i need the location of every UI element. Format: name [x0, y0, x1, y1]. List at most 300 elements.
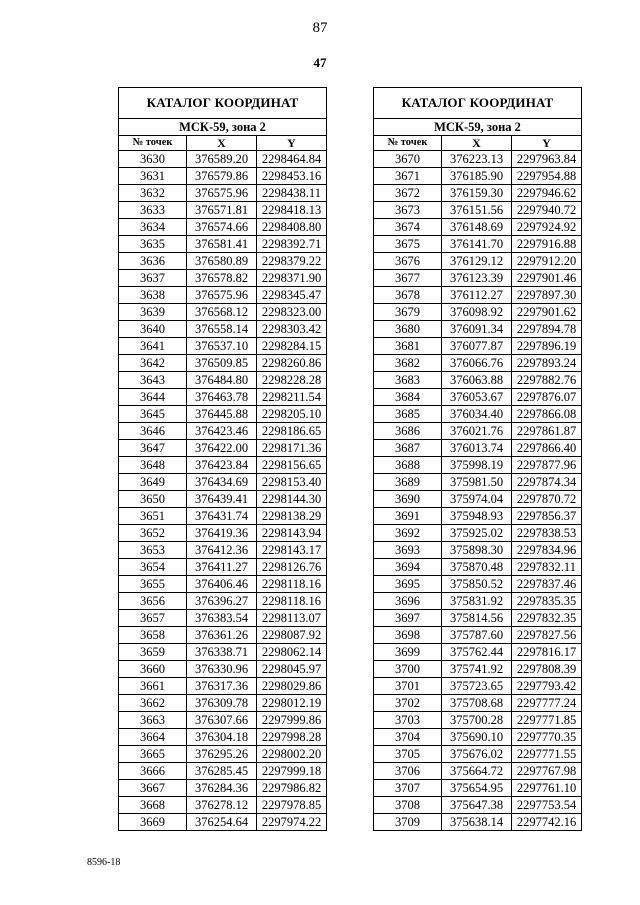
catalog-subtitle: МСК-59, зона 2 [374, 119, 582, 136]
point-number-cell: 3651 [119, 508, 187, 525]
table-row [374, 627, 582, 644]
y-coordinate-cell: 2298379.22 [257, 253, 327, 270]
table-row [119, 695, 327, 712]
y-coordinate-cell: 2297753.54 [512, 797, 582, 814]
x-coordinate-cell: 375974.04 [442, 491, 512, 508]
x-coordinate-cell: 376574.66 [187, 219, 257, 236]
x-coordinate-cell: 375814.56 [442, 610, 512, 627]
y-coordinate-cell: 2298153.40 [257, 474, 327, 491]
y-coordinate-cell: 2298464.84 [257, 151, 327, 168]
x-coordinate-cell: 376317.36 [187, 678, 257, 695]
x-coordinate-cell: 376431.74 [187, 508, 257, 525]
point-number-cell: 3636 [119, 253, 187, 270]
y-coordinate-cell: 2297894.78 [512, 321, 582, 338]
y-coordinate-cell: 2298371.90 [257, 270, 327, 287]
x-coordinate-cell: 376412.36 [187, 542, 257, 559]
x-coordinate-cell: 375676.02 [442, 746, 512, 763]
x-coordinate-cell: 375700.28 [442, 712, 512, 729]
x-coordinate-cell: 376254.64 [187, 814, 257, 831]
x-coordinate-cell: 375690.10 [442, 729, 512, 746]
table-row [374, 508, 582, 525]
x-coordinate-cell: 376013.74 [442, 440, 512, 457]
x-coordinate-cell: 375762.44 [442, 644, 512, 661]
y-coordinate-cell: 2297771.85 [512, 712, 582, 729]
y-coordinate-cell: 2298438.11 [257, 185, 327, 202]
x-coordinate-cell: 376185.90 [442, 168, 512, 185]
point-number-cell: 3663 [119, 712, 187, 729]
y-coordinate-cell: 2297912.20 [512, 253, 582, 270]
x-coordinate-cell: 376141.70 [442, 236, 512, 253]
x-coordinate-cell: 375723.65 [442, 678, 512, 695]
x-coordinate-cell: 376411.27 [187, 559, 257, 576]
table-row [374, 389, 582, 406]
x-coordinate-cell: 375708.68 [442, 695, 512, 712]
point-number-cell: 3662 [119, 695, 187, 712]
y-coordinate-cell: 2297954.88 [512, 168, 582, 185]
x-coordinate-cell: 376034.40 [442, 406, 512, 423]
y-coordinate-cell: 2297882.76 [512, 372, 582, 389]
point-number-cell: 3645 [119, 406, 187, 423]
y-coordinate-cell: 2297866.08 [512, 406, 582, 423]
y-coordinate-cell: 2298138.29 [257, 508, 327, 525]
table-row [374, 185, 582, 202]
point-number-cell: 3658 [119, 627, 187, 644]
y-coordinate-cell: 2298143.94 [257, 525, 327, 542]
x-coordinate-cell: 375870.48 [442, 559, 512, 576]
x-coordinate-cell: 375664.72 [442, 763, 512, 780]
point-number-cell: 3704 [374, 729, 442, 746]
table-row [374, 372, 582, 389]
point-number-cell: 3665 [119, 746, 187, 763]
x-coordinate-cell: 376338.71 [187, 644, 257, 661]
y-coordinate-cell: 2297834.96 [512, 542, 582, 559]
y-coordinate-cell: 2298062.14 [257, 644, 327, 661]
x-coordinate-cell: 375998.19 [442, 457, 512, 474]
y-coordinate-cell: 2298392.71 [257, 236, 327, 253]
y-coordinate-cell: 2298118.16 [257, 593, 327, 610]
table-row [374, 746, 582, 763]
x-coordinate-cell: 376419.36 [187, 525, 257, 542]
x-coordinate-cell: 375647.38 [442, 797, 512, 814]
x-coordinate-cell: 376077.87 [442, 338, 512, 355]
table-row [119, 661, 327, 678]
y-coordinate-cell: 2298029.86 [257, 678, 327, 695]
table-row [374, 576, 582, 593]
table-row [119, 151, 327, 168]
y-coordinate-cell: 2298303.42 [257, 321, 327, 338]
table-row [119, 593, 327, 610]
x-coordinate-cell: 376406.46 [187, 576, 257, 593]
document-code: 8596-18 [87, 857, 121, 868]
x-coordinate-cell: 376445.88 [187, 406, 257, 423]
x-coordinate-cell: 376537.10 [187, 338, 257, 355]
table-row [374, 525, 582, 542]
table-row [119, 542, 327, 559]
point-number-cell: 3698 [374, 627, 442, 644]
x-coordinate-cell: 376581.41 [187, 236, 257, 253]
point-number-cell: 3677 [374, 270, 442, 287]
point-number-cell: 3703 [374, 712, 442, 729]
point-number-cell: 3643 [119, 372, 187, 389]
table-row [119, 253, 327, 270]
table-row [119, 576, 327, 593]
point-number-cell: 3700 [374, 661, 442, 678]
x-coordinate-cell: 376463.78 [187, 389, 257, 406]
y-coordinate-cell: 2298118.16 [257, 576, 327, 593]
table-row [374, 219, 582, 236]
table-row [374, 814, 582, 831]
table-row [119, 525, 327, 542]
y-coordinate-cell: 2298323.00 [257, 304, 327, 321]
point-number-cell: 3701 [374, 678, 442, 695]
point-number-cell: 3675 [374, 236, 442, 253]
point-number-cell: 3634 [119, 219, 187, 236]
x-coordinate-cell: 376575.96 [187, 185, 257, 202]
point-number-cell: 3654 [119, 559, 187, 576]
table-row [374, 168, 582, 185]
point-number-cell: 3696 [374, 593, 442, 610]
y-coordinate-cell: 2298143.17 [257, 542, 327, 559]
table-row [374, 542, 582, 559]
x-coordinate-cell: 376330.96 [187, 661, 257, 678]
x-coordinate-cell: 376304.18 [187, 729, 257, 746]
x-coordinate-cell: 375638.14 [442, 814, 512, 831]
table-row [119, 287, 327, 304]
point-number-cell: 3706 [374, 763, 442, 780]
y-coordinate-cell: 2297999.86 [257, 712, 327, 729]
point-number-cell: 3659 [119, 644, 187, 661]
y-coordinate-cell: 2297940.72 [512, 202, 582, 219]
y-coordinate-cell: 2297974.22 [257, 814, 327, 831]
point-number-cell: 3653 [119, 542, 187, 559]
y-coordinate-cell: 2297877.96 [512, 457, 582, 474]
table-row [119, 338, 327, 355]
x-coordinate-cell: 375741.92 [442, 661, 512, 678]
point-number-cell: 3682 [374, 355, 442, 372]
table-row [374, 406, 582, 423]
x-coordinate-cell: 376383.54 [187, 610, 257, 627]
y-coordinate-cell: 2297893.24 [512, 355, 582, 372]
table-row [374, 253, 582, 270]
sheet-number: 47 [313, 55, 327, 70]
y-coordinate-cell: 2298186.65 [257, 423, 327, 440]
point-number-cell: 3644 [119, 389, 187, 406]
y-coordinate-cell: 2297999.18 [257, 763, 327, 780]
table-row [119, 780, 327, 797]
table-row [119, 797, 327, 814]
y-coordinate-cell: 2297861.87 [512, 423, 582, 440]
x-coordinate-cell: 375898.30 [442, 542, 512, 559]
y-coordinate-cell: 2297761.10 [512, 780, 582, 797]
table-row [119, 185, 327, 202]
col-header-point-number: № точек [119, 136, 187, 151]
y-coordinate-cell: 2298045.97 [257, 661, 327, 678]
point-number-cell: 3670 [374, 151, 442, 168]
point-number-cell: 3657 [119, 610, 187, 627]
y-coordinate-cell: 2297896.19 [512, 338, 582, 355]
x-coordinate-cell: 376558.14 [187, 321, 257, 338]
point-number-cell: 3673 [374, 202, 442, 219]
point-number-cell: 3690 [374, 491, 442, 508]
table-row [119, 559, 327, 576]
point-number-cell: 3683 [374, 372, 442, 389]
table-row [374, 678, 582, 695]
y-coordinate-cell: 2297856.37 [512, 508, 582, 525]
x-coordinate-cell: 376578.82 [187, 270, 257, 287]
y-coordinate-cell: 2297998.28 [257, 729, 327, 746]
point-number-cell: 3691 [374, 508, 442, 525]
point-number-cell: 3632 [119, 185, 187, 202]
point-number-cell: 3638 [119, 287, 187, 304]
table-row [119, 270, 327, 287]
table-row [119, 746, 327, 763]
point-number-cell: 3687 [374, 440, 442, 457]
x-coordinate-cell: 376278.12 [187, 797, 257, 814]
point-number-cell: 3667 [119, 780, 187, 797]
table-row [119, 610, 327, 627]
table-row [374, 423, 582, 440]
point-number-cell: 3672 [374, 185, 442, 202]
catalog-title: КАТАЛОГ КООРДИНАТ [119, 88, 327, 119]
point-number-cell: 3694 [374, 559, 442, 576]
x-coordinate-cell: 376422.00 [187, 440, 257, 457]
point-number-cell: 3707 [374, 780, 442, 797]
table-row [119, 814, 327, 831]
table-row [374, 355, 582, 372]
table-row [119, 644, 327, 661]
table-row [119, 627, 327, 644]
y-coordinate-cell: 2298144.30 [257, 491, 327, 508]
point-number-cell: 3671 [374, 168, 442, 185]
table-row [374, 338, 582, 355]
x-coordinate-cell: 376361.26 [187, 627, 257, 644]
y-coordinate-cell: 2297876.07 [512, 389, 582, 406]
x-coordinate-cell: 375654.95 [442, 780, 512, 797]
y-coordinate-cell: 2297771.55 [512, 746, 582, 763]
x-coordinate-cell: 376307.66 [187, 712, 257, 729]
y-coordinate-cell: 2297924.92 [512, 219, 582, 236]
point-number-cell: 3649 [119, 474, 187, 491]
table-row [374, 321, 582, 338]
point-number-cell: 3666 [119, 763, 187, 780]
y-coordinate-cell: 2298228.28 [257, 372, 327, 389]
coordinate-catalog-left [118, 87, 327, 831]
x-coordinate-cell: 376396.27 [187, 593, 257, 610]
x-coordinate-cell: 376063.88 [442, 372, 512, 389]
point-number-cell: 3647 [119, 440, 187, 457]
point-number-cell: 3630 [119, 151, 187, 168]
point-number-cell: 3689 [374, 474, 442, 491]
table-row [374, 780, 582, 797]
x-coordinate-cell: 376021.76 [442, 423, 512, 440]
x-coordinate-cell: 376575.96 [187, 287, 257, 304]
y-coordinate-cell: 2297870.72 [512, 491, 582, 508]
point-number-cell: 3646 [119, 423, 187, 440]
table-row [374, 644, 582, 661]
page-number: 87 [312, 20, 328, 36]
y-coordinate-cell: 2298345.47 [257, 287, 327, 304]
catalog-title: КАТАЛОГ КООРДИНАТ [374, 88, 582, 119]
y-coordinate-cell: 2297793.42 [512, 678, 582, 695]
catalog-subtitle: МСК-59, зона 2 [119, 119, 327, 136]
x-coordinate-cell: 376066.76 [442, 355, 512, 372]
table-row [374, 593, 582, 610]
point-number-cell: 3692 [374, 525, 442, 542]
y-coordinate-cell: 2298126.76 [257, 559, 327, 576]
x-coordinate-cell: 376129.12 [442, 253, 512, 270]
x-coordinate-cell: 376571.81 [187, 202, 257, 219]
y-coordinate-cell: 2297901.46 [512, 270, 582, 287]
y-coordinate-cell: 2297866.40 [512, 440, 582, 457]
y-coordinate-cell: 2297770.35 [512, 729, 582, 746]
x-coordinate-cell: 376112.27 [442, 287, 512, 304]
x-coordinate-cell: 376148.69 [442, 219, 512, 236]
y-coordinate-cell: 2297827.56 [512, 627, 582, 644]
point-number-cell: 3648 [119, 457, 187, 474]
y-coordinate-cell: 2297897.30 [512, 287, 582, 304]
y-coordinate-cell: 2298205.10 [257, 406, 327, 423]
x-coordinate-cell: 376579.86 [187, 168, 257, 185]
point-number-cell: 3650 [119, 491, 187, 508]
y-coordinate-cell: 2298260.86 [257, 355, 327, 372]
y-coordinate-cell: 2297946.62 [512, 185, 582, 202]
x-coordinate-cell: 376509.85 [187, 355, 257, 372]
y-coordinate-cell: 2297901.62 [512, 304, 582, 321]
table-row [119, 763, 327, 780]
table-row [374, 695, 582, 712]
x-coordinate-cell: 376580.89 [187, 253, 257, 270]
x-coordinate-cell: 376151.56 [442, 202, 512, 219]
point-number-cell: 3695 [374, 576, 442, 593]
point-number-cell: 3676 [374, 253, 442, 270]
table-row [374, 440, 582, 457]
x-coordinate-cell: 376423.84 [187, 457, 257, 474]
x-coordinate-cell: 376053.67 [442, 389, 512, 406]
point-number-cell: 3633 [119, 202, 187, 219]
table-row [374, 797, 582, 814]
table-row [374, 457, 582, 474]
x-coordinate-cell: 376091.34 [442, 321, 512, 338]
x-coordinate-cell: 375948.93 [442, 508, 512, 525]
table-row [374, 304, 582, 321]
y-coordinate-cell: 2297816.17 [512, 644, 582, 661]
coordinate-catalog-right [373, 87, 582, 831]
x-coordinate-cell: 376285.45 [187, 763, 257, 780]
point-number-cell: 3656 [119, 593, 187, 610]
point-number-cell: 3688 [374, 457, 442, 474]
point-number-cell: 3702 [374, 695, 442, 712]
col-header-y: Y [512, 136, 582, 151]
point-number-cell: 3641 [119, 338, 187, 355]
point-number-cell: 3678 [374, 287, 442, 304]
table-row [374, 610, 582, 627]
y-coordinate-cell: 2297916.88 [512, 236, 582, 253]
x-coordinate-cell: 376309.78 [187, 695, 257, 712]
y-coordinate-cell: 2298418.13 [257, 202, 327, 219]
point-number-cell: 3680 [374, 321, 442, 338]
table-row [119, 491, 327, 508]
point-number-cell: 3652 [119, 525, 187, 542]
col-header-x: X [442, 136, 512, 151]
x-coordinate-cell: 376434.69 [187, 474, 257, 491]
point-number-cell: 3679 [374, 304, 442, 321]
table-row [119, 457, 327, 474]
point-number-cell: 3693 [374, 542, 442, 559]
y-coordinate-cell: 2298087.92 [257, 627, 327, 644]
x-coordinate-cell: 376123.39 [442, 270, 512, 287]
y-coordinate-cell: 2297963.84 [512, 151, 582, 168]
col-header-point-number: № точек [374, 136, 442, 151]
x-coordinate-cell: 375850.52 [442, 576, 512, 593]
table-row [119, 304, 327, 321]
y-coordinate-cell: 2297808.39 [512, 661, 582, 678]
table-row [119, 423, 327, 440]
x-coordinate-cell: 375981.50 [442, 474, 512, 491]
y-coordinate-cell: 2298171.36 [257, 440, 327, 457]
y-coordinate-cell: 2297837.46 [512, 576, 582, 593]
x-coordinate-cell: 375787.60 [442, 627, 512, 644]
point-number-cell: 3697 [374, 610, 442, 627]
table-row [374, 474, 582, 491]
y-coordinate-cell: 2297838.53 [512, 525, 582, 542]
table-row [119, 372, 327, 389]
point-number-cell: 3674 [374, 219, 442, 236]
y-coordinate-cell: 2298012.19 [257, 695, 327, 712]
x-coordinate-cell: 376423.46 [187, 423, 257, 440]
x-coordinate-cell: 376159.30 [442, 185, 512, 202]
table-row [119, 474, 327, 491]
y-coordinate-cell: 2297777.24 [512, 695, 582, 712]
table-row [374, 712, 582, 729]
point-number-cell: 3661 [119, 678, 187, 695]
y-coordinate-cell: 2297832.11 [512, 559, 582, 576]
point-number-cell: 3639 [119, 304, 187, 321]
point-number-cell: 3664 [119, 729, 187, 746]
x-coordinate-cell: 376589.20 [187, 151, 257, 168]
x-coordinate-cell: 375925.02 [442, 525, 512, 542]
point-number-cell: 3637 [119, 270, 187, 287]
y-coordinate-cell: 2297978.85 [257, 797, 327, 814]
point-number-cell: 3669 [119, 814, 187, 831]
table-row [119, 508, 327, 525]
table-row [119, 406, 327, 423]
y-coordinate-cell: 2297832.35 [512, 610, 582, 627]
table-row [374, 559, 582, 576]
table-row [374, 270, 582, 287]
point-number-cell: 3631 [119, 168, 187, 185]
point-number-cell: 3686 [374, 423, 442, 440]
table-row [374, 287, 582, 304]
table-row [119, 219, 327, 236]
x-coordinate-cell: 376439.41 [187, 491, 257, 508]
y-coordinate-cell: 2297874.34 [512, 474, 582, 491]
table-row [374, 763, 582, 780]
table-row [119, 321, 327, 338]
x-coordinate-cell: 376098.92 [442, 304, 512, 321]
table-row [119, 236, 327, 253]
point-number-cell: 3708 [374, 797, 442, 814]
table-row [374, 729, 582, 746]
table-row [119, 729, 327, 746]
table-row [374, 236, 582, 253]
col-header-y: Y [257, 136, 327, 151]
x-coordinate-cell: 376284.36 [187, 780, 257, 797]
y-coordinate-cell: 2298113.07 [257, 610, 327, 627]
point-number-cell: 3685 [374, 406, 442, 423]
x-coordinate-cell: 375831.92 [442, 593, 512, 610]
y-coordinate-cell: 2298408.80 [257, 219, 327, 236]
point-number-cell: 3660 [119, 661, 187, 678]
